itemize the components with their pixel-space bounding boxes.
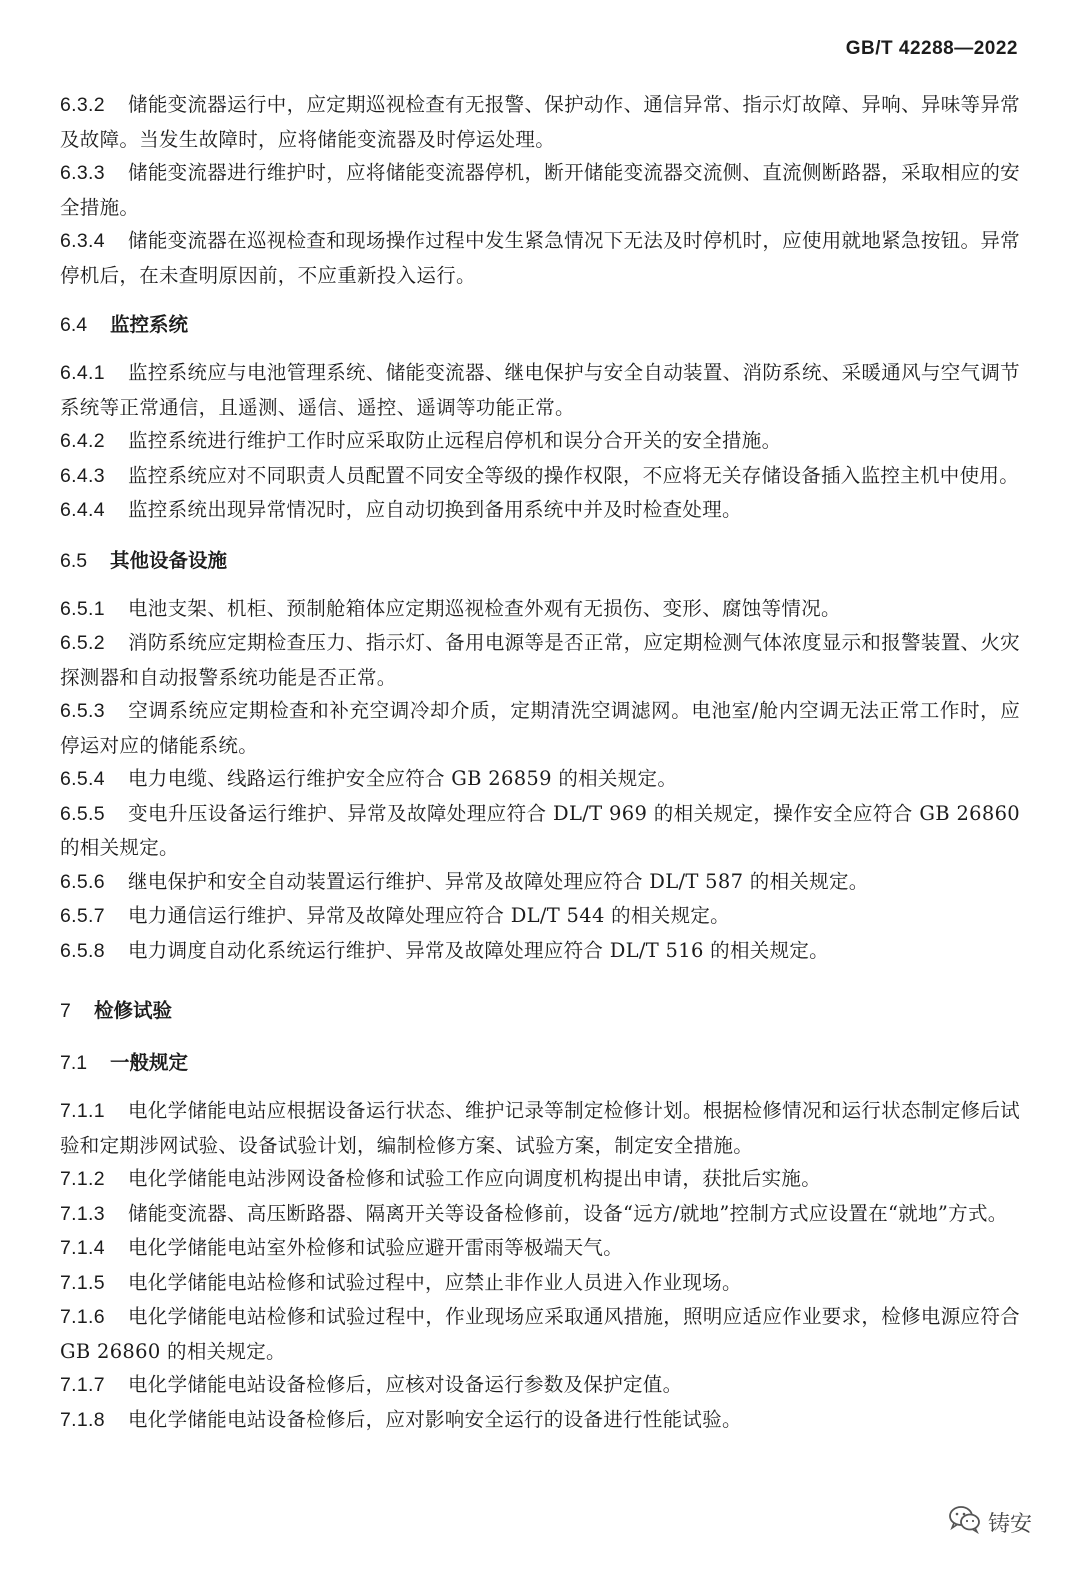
wechat-icon: [948, 1504, 982, 1540]
clause-text: 电化学储能电站室外检修和试验应避开雷雨等极端天气。: [128, 1236, 624, 1259]
clause-number: 7.1.5: [60, 1271, 105, 1294]
clause-text: 电化学储能电站设备检修后，应核对设备运行参数及保护定值。: [128, 1373, 683, 1396]
document-body: [60, 88, 1020, 1437]
clause-text: 电化学储能电站检修和试验过程中，作业现场应采取通风措施，照明应适应作业要求，检修电源应符合 GB 26860 的相关规定。: [60, 1305, 1020, 1363]
clause-6-4-2: [60, 424, 1020, 459]
clause-6-5-6: [60, 865, 1020, 900]
clause-text: 储能变流器进行维护时，应将储能变流器停机，断开储能变流器交流侧、直流侧断路器，采取相应的安全措施。: [60, 161, 1020, 219]
clause-number: 6.5.8: [60, 939, 105, 962]
clause-text: 监控系统进行维护工作时应采取防止远程启停机和误分合开关的安全措施。: [128, 429, 782, 452]
section-title: 一般规定: [110, 1051, 189, 1074]
clause-6-4-4: [60, 493, 1020, 528]
clause-7-1-5: [60, 1266, 1020, 1301]
clause-text: 继电保护和安全自动装置运行维护、异常及故障处理应符合 DL/T 587 的相关规定。: [128, 869, 869, 893]
clause-6-5-4: [60, 762, 1020, 797]
clause-number: 6.5.6: [60, 870, 105, 893]
clause-6-3-2: [60, 88, 1020, 156]
clause-number: 7.1.3: [60, 1202, 105, 1225]
clause-number: 6.5.2: [60, 632, 105, 654]
chapter-number: 7: [60, 1000, 71, 1022]
clause-number: 6.4.1: [60, 362, 105, 384]
clause-text: 电化学储能电站应根据设备运行状态、维护记录等制定检修计划。根据检修情况和运行状态制定修后试验和定期涉网试验、设备试验计划，编制检修方案、试验方案，制定安全措施。: [60, 1099, 1020, 1157]
clause-text: 电力调度自动化系统运行维护、异常及故障处理应符合 DL/T 516 的相关规定。: [128, 938, 829, 962]
section-number: 6.5: [60, 549, 88, 572]
section-title: 其他设备设施: [110, 548, 228, 572]
clause-number: 6.3.3: [60, 162, 105, 184]
clause-text: 电化学储能电站检修和试验过程中，应禁止非作业人员进入作业现场。: [128, 1270, 742, 1294]
section-heading-7-1: [60, 1046, 1020, 1080]
clause-number: 7.1.6: [60, 1306, 105, 1328]
clause-number: 7.1.7: [60, 1374, 105, 1396]
chapter-heading-7: [60, 994, 1020, 1028]
clause-text: 变电升压设备运行维护、异常及故障处理应符合 DL/T 969 的相关规定，操作安全应符合 GB 26860 的相关规定。: [60, 801, 1020, 859]
clause-number: 6.3.4: [60, 230, 105, 252]
clause-number: 7.1.1: [60, 1100, 105, 1122]
clause-7-1-7: [60, 1368, 1020, 1403]
clause-text: 储能变流器在巡视检查和现场操作过程中发生紧急情况下无法及时停机时，应使用就地紧急按钮。异常停机后，在未查明原因前，不应重新投入运行。: [60, 229, 1020, 287]
section-title: 监控系统: [110, 313, 189, 336]
clause-7-1-4: [60, 1231, 1020, 1266]
clause-number: 6.5.5: [60, 802, 105, 825]
clause-text: 监控系统应与电池管理系统、储能变流器、继电保护与安全自动装置、消防系统、采暖通风与空气调节系统等正常通信，且遥测、遥信、遥控、遥调等功能正常。: [60, 361, 1020, 419]
clause-7-1-6: [60, 1300, 1020, 1368]
clause-7-1-3: [60, 1197, 1020, 1232]
clause-number: 6.3.2: [60, 94, 105, 116]
clause-6-4-1: [60, 356, 1020, 424]
clause-text: 消防系统应定期检查压力、指示灯、备用电源等是否正常，应定期检测气体浓度显示和报警装置、火灾探测器和自动报警系统功能是否正常。: [60, 631, 1020, 689]
clause-number: 7.1.2: [60, 1168, 105, 1190]
clause-number: 6.5.3: [60, 700, 105, 722]
clause-6-5-7: [60, 899, 1020, 934]
clause-text: 电化学储能电站涉网设备检修和试验工作应向调度机构提出申请，获批后实施。: [128, 1167, 822, 1190]
watermark-text: 铸安: [987, 1511, 1032, 1537]
clause-number: 6.5.4: [60, 768, 105, 790]
clause-text: 空调系统应定期检查和补充空调冷却介质，定期清洗空调滤网。电池室/舱内空调无法正常工作时，应停运对应的储能系统。: [60, 699, 1020, 757]
clause-text: 电力电缆、线路运行维护安全应符合 GB 26859 的相关规定。: [128, 767, 678, 790]
watermark: [948, 1504, 1032, 1540]
clause-number: 6.4.3: [60, 464, 105, 487]
clause-number: 7.1.8: [60, 1408, 105, 1431]
clause-6-5-8: [60, 934, 1020, 969]
clause-text: 电力通信运行维护、异常及故障处理应符合 DL/T 544 的相关规定。: [128, 904, 730, 927]
section-heading-6-5: [60, 544, 1020, 578]
clause-number: 6.5.1: [60, 597, 105, 620]
clause-text: 监控系统出现异常情况时，应自动切换到备用系统中并及时检查处理。: [128, 498, 742, 521]
clause-text: 储能变流器运行中，应定期巡视检查有无报警、保护动作、通信异常、指示灯故障、异响、异味等异常及故障。当发生故障时，应将储能变流器及时停运处理。: [60, 93, 1020, 151]
clause-text: 电化学储能电站设备检修后，应对影响安全运行的设备进行性能试验。: [128, 1407, 742, 1431]
clause-text: 电池支架、机柜、预制舱箱体应定期巡视检查外观有无损伤、变形、腐蚀等情况。: [128, 596, 841, 620]
section-number: 6.4: [60, 314, 88, 336]
clause-6-4-3: [60, 459, 1020, 494]
chapter-title: 检修试验: [94, 999, 173, 1022]
section-heading-6-4: [60, 308, 1020, 342]
clause-6-5-1: [60, 592, 1020, 627]
clause-7-1-1: [60, 1094, 1020, 1162]
clause-6-5-5: [60, 797, 1020, 865]
clause-7-1-2: [60, 1162, 1020, 1197]
clause-number: 7.1.4: [60, 1237, 105, 1259]
clause-text: 监控系统应对不同职责人员配置不同安全等级的操作权限，不应将无关存储设备插入监控主机中使用。: [128, 463, 1020, 487]
clause-number: 6.5.7: [60, 905, 105, 927]
clause-number: 6.4.4: [60, 499, 105, 521]
clause-7-1-8: [60, 1403, 1020, 1438]
page-header-standard-number: GB/T 42288—2022: [845, 38, 1018, 59]
clause-number: 6.4.2: [60, 430, 105, 452]
section-number: 7.1: [60, 1052, 88, 1074]
clause-6-5-2: [60, 626, 1020, 694]
clause-text: 储能变流器、高压断路器、隔离开关等设备检修前，设备“远方/就地”控制方式应设置在“就地”方式。: [128, 1201, 1008, 1225]
clause-6-5-3: [60, 694, 1020, 762]
clause-6-3-4: [60, 224, 1020, 292]
clause-6-3-3: [60, 156, 1020, 224]
